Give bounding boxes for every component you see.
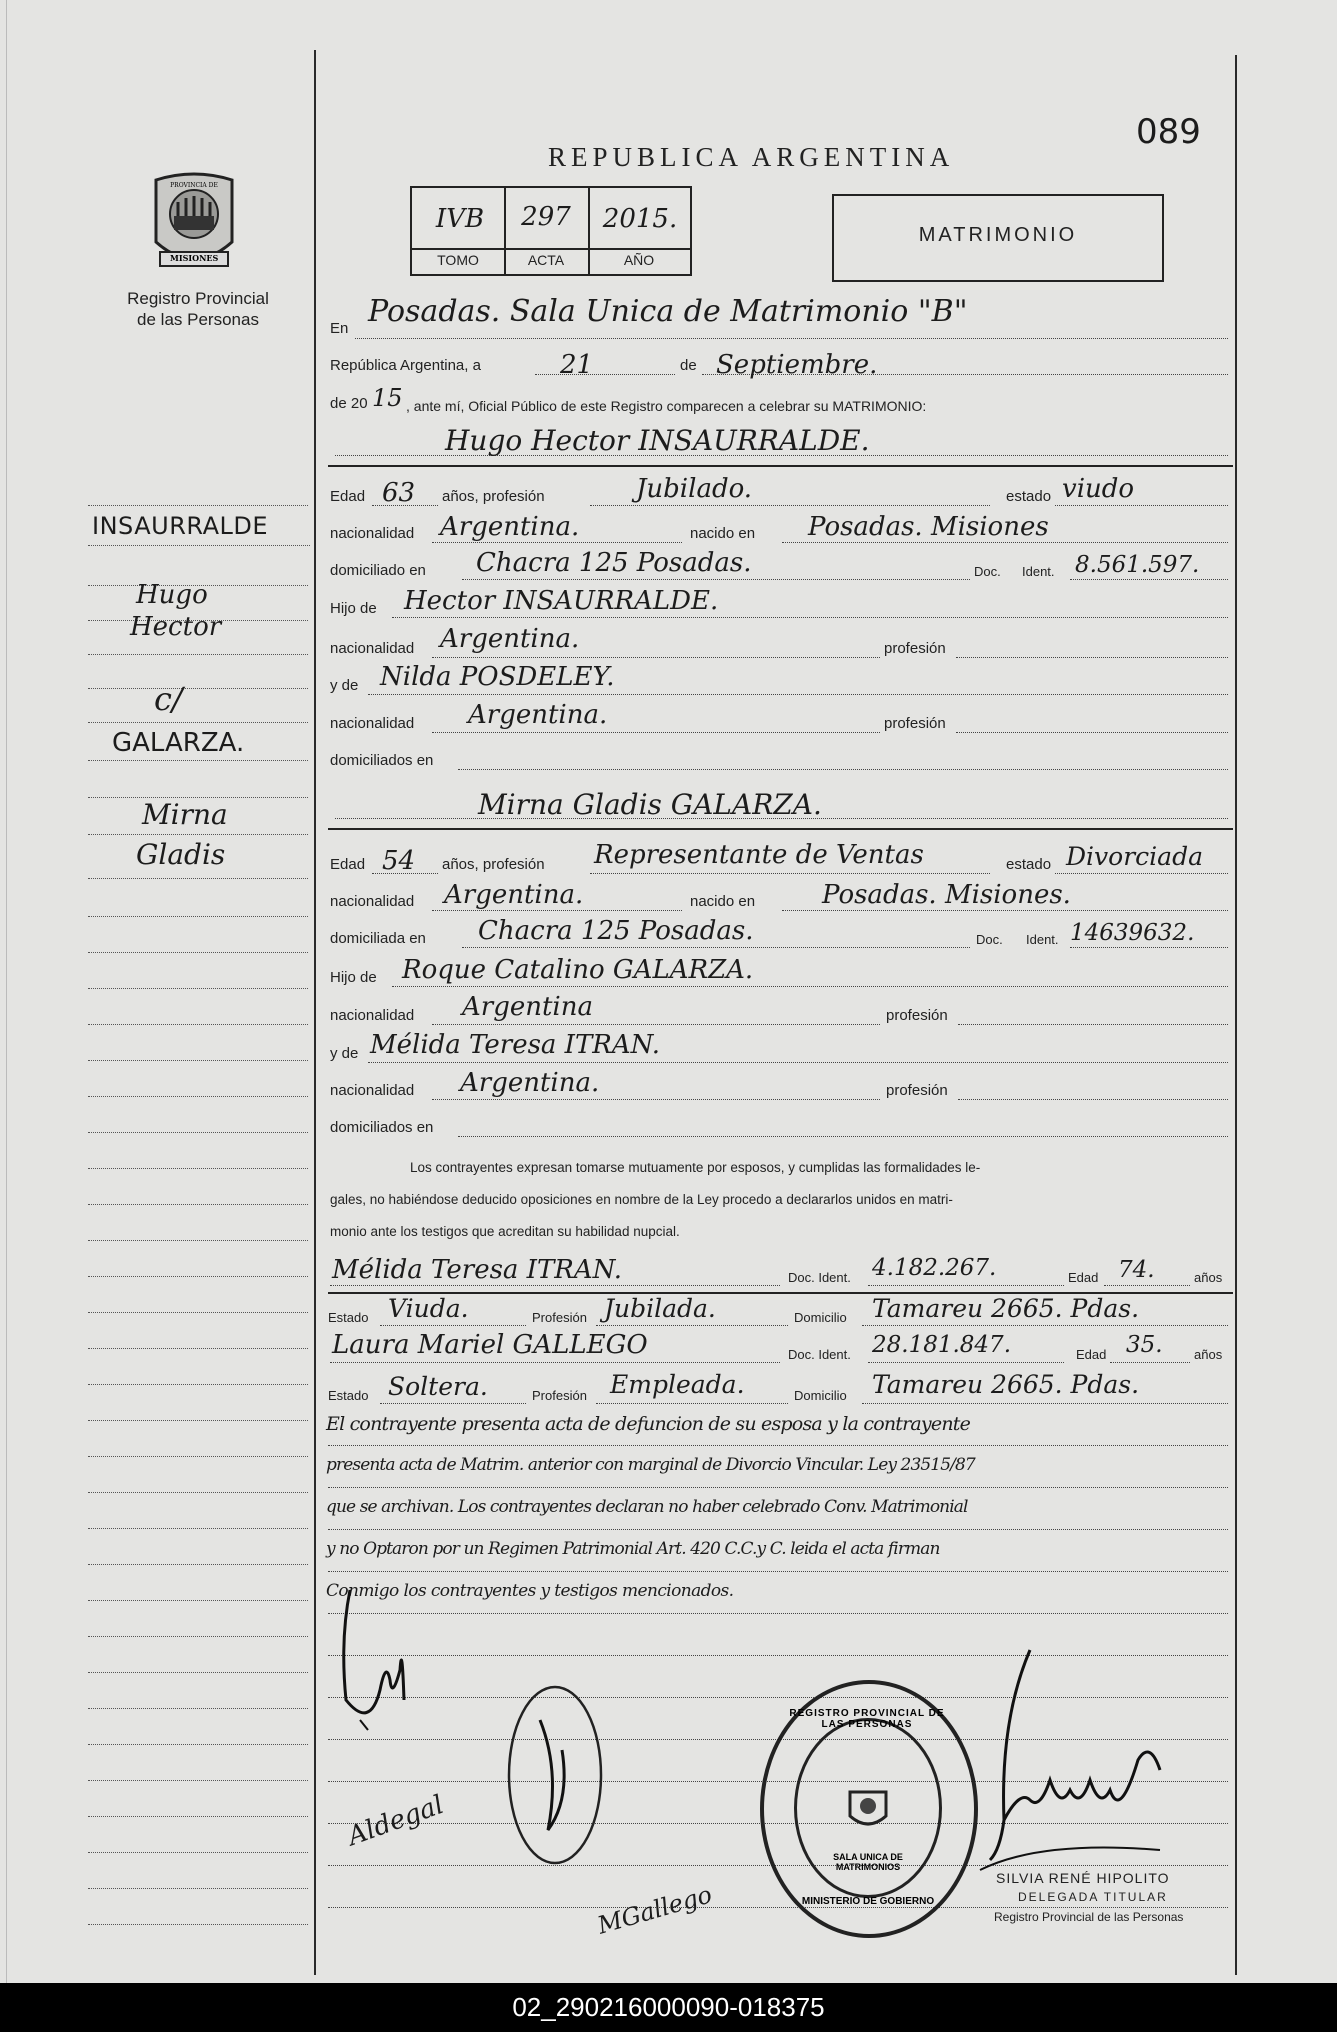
witness1-profesion: Jubilada. xyxy=(604,1294,716,1323)
binder-edge xyxy=(6,0,7,1983)
stamp-emblem-icon xyxy=(844,1788,892,1834)
bride-nacido-label: nacido en xyxy=(690,893,756,910)
witness2-estado: Soltera. xyxy=(388,1372,488,1401)
groom-estado-label: estado xyxy=(1006,488,1052,505)
bride-madre-prof-label: profesión xyxy=(886,1082,948,1099)
official-title: DELEGADA TITULAR xyxy=(1018,1890,1168,1904)
signature-3 xyxy=(500,1680,610,1870)
groom-edad: 63 xyxy=(382,478,416,508)
bride-padre-nac: Argentina xyxy=(462,992,593,1022)
margin-given-2b: Gladis xyxy=(136,838,226,871)
groom-doc-label: Doc. xyxy=(974,564,1001,579)
tomo-label: TOMO xyxy=(437,252,479,268)
witness2-domicilio-label: Domicilio xyxy=(794,1388,847,1403)
year-suffix: 15 xyxy=(372,384,403,412)
scan-id-footer: 02_290216000090-018375 xyxy=(0,1983,1337,2032)
margin-surname-2: GALARZA. xyxy=(112,728,245,758)
witness2-edad: 35. xyxy=(1126,1332,1163,1358)
note-line-4: y no Optaron por un Regimen Patrimonial Art. 420 C.C.y C. leida el acta firman xyxy=(326,1539,940,1559)
witness1-domicilio-label: Domicilio xyxy=(794,1310,847,1325)
bride-estado: Divorciada xyxy=(1066,842,1203,871)
note-line-2: presenta acta de Matrim. anterior con marginal de Divorcio Vincular. Ley 23515/87 xyxy=(326,1455,975,1475)
groom-domiciliados-label: domiciliados en xyxy=(330,752,434,769)
bride-hijo-label: Hijo de xyxy=(330,969,377,986)
stamp-inner: SALA UNICA DE MATRIMONIOS xyxy=(833,1852,903,1872)
place-value: Posadas. Sala Unica de Matrimonio "B" xyxy=(368,294,968,329)
witness1-doc-label: Doc. Ident. xyxy=(788,1270,851,1285)
page-number: 089 xyxy=(1136,112,1201,152)
groom-padre-nac-label: nacionalidad xyxy=(330,640,415,657)
groom-name: Hugo Hector INSAURRALDE. xyxy=(445,424,870,457)
note-line-3: que se archivan. Los contrayentes declaran no haber celebrado Conv. Matrimonial xyxy=(326,1497,968,1517)
province-emblem xyxy=(148,172,240,280)
groom-hijo-label: Hijo de xyxy=(330,600,377,617)
witness2-anos-label: años xyxy=(1194,1347,1223,1362)
witness1-edad: 74. xyxy=(1118,1257,1155,1283)
bride-profesion: Representante de Ventas xyxy=(594,840,924,870)
de-label: de xyxy=(680,357,697,374)
groom-ident-label: Ident. xyxy=(1022,564,1055,579)
witness1-domicilio: Tamareu 2665. Pdas. xyxy=(872,1294,1140,1323)
bride-domiciliada-label: domiciliada en xyxy=(330,930,426,947)
bride-madre-nac-label: nacionalidad xyxy=(330,1082,415,1099)
witness2-doc: 28.181.847. xyxy=(872,1332,1011,1358)
bride-anos-label: años, profesión xyxy=(442,856,545,873)
bride-padre-nac-label: nacionalidad xyxy=(330,1007,415,1024)
republica-label: República Argentina, a xyxy=(330,357,481,374)
groom-profesion: Jubilado. xyxy=(636,474,753,504)
record-type: MATRIMONIO xyxy=(918,224,1078,246)
margin-given-1b: Hector xyxy=(130,612,222,642)
acta-label: ACTA xyxy=(527,252,565,268)
margin-given-2a: Mirna xyxy=(142,798,228,831)
bride-edad-label: Edad xyxy=(330,856,366,873)
groom-estado: viudo xyxy=(1062,474,1135,504)
signature-4: MGallego xyxy=(594,1880,716,1940)
record-box xyxy=(410,186,692,276)
declaration-line1: Los contrayentes expresan tomarse mutuamente por esposos, y cumplidas las formalidades le- xyxy=(410,1160,981,1175)
margin-connector: c/ xyxy=(154,680,183,718)
declaration-line3: monio ante los testigos que acreditan su habilidad nupcial. xyxy=(330,1224,680,1239)
anio-value: 2015. xyxy=(602,204,678,234)
groom-nacido: Posadas. Misiones xyxy=(808,512,1049,542)
bride-madre-nac: Argentina. xyxy=(460,1068,600,1098)
tomo-value: IVB xyxy=(435,204,485,234)
groom-domicilio: Chacra 125 Posadas. xyxy=(476,548,752,578)
groom-anos-label: años, profesión xyxy=(442,488,545,505)
bride-name: Mirna Gladis GALARZA. xyxy=(478,788,822,821)
groom-nac-label: nacionalidad xyxy=(330,525,415,542)
signature-2: Aldegal xyxy=(343,1789,448,1853)
comparecen-text: , ante mí, Oficial Público de este Registro comparecen a celebrar su MATRIMONIO: xyxy=(406,398,927,414)
acta-value: 297 xyxy=(521,202,571,232)
witness2-estado-label: Estado xyxy=(328,1388,369,1403)
declaration-line2: gales, no habiéndose deducido oposiciones en nombre de la Ley procedo a declararlos unidos en matri- xyxy=(330,1192,953,1207)
anio-label: AÑO xyxy=(623,252,655,268)
day-value: 21 xyxy=(560,350,594,380)
witness1-edad-label: Edad xyxy=(1068,1270,1099,1285)
bride-ident-label: Ident. xyxy=(1026,932,1059,947)
official-stamp xyxy=(760,1680,978,1938)
groom-doc: 8.561.597. xyxy=(1075,552,1200,578)
month-value: Septiembre. xyxy=(716,350,878,380)
en-label: En xyxy=(330,320,349,337)
bride-padre: Roque Catalino GALARZA. xyxy=(402,955,754,985)
witness1-doc: 4.182.267. xyxy=(872,1255,997,1281)
witness2-edad-label: Edad xyxy=(1076,1347,1107,1362)
official-name: SILVIA RENÉ HIPOLITO xyxy=(996,1870,1170,1886)
groom-domiciliado-label: domiciliado en xyxy=(330,562,426,579)
witness1-estado-label: Estado xyxy=(328,1310,369,1325)
groom-yde-label: y de xyxy=(330,677,359,694)
registry-name-1: Registro Provincial xyxy=(127,289,269,308)
right-frame-line xyxy=(1235,55,1237,1975)
witness1-profesion-label: Profesión xyxy=(532,1310,587,1325)
official-signature xyxy=(960,1640,1210,1880)
groom-madre-nac: Argentina. xyxy=(468,700,608,730)
bride-nacionalidad: Argentina. xyxy=(444,880,584,910)
margin-surname-1: INSAURRALDE xyxy=(92,512,269,540)
bride-nac-label: nacionalidad xyxy=(330,893,415,910)
emblem-text: MISIONES xyxy=(170,253,219,263)
witness1-estado: Viuda. xyxy=(388,1294,469,1323)
bride-yde-label: y de xyxy=(330,1045,359,1062)
left-frame-line xyxy=(314,50,316,1975)
bride-domicilio: Chacra 125 Posadas. xyxy=(478,916,754,946)
groom-padre-nac: Argentina. xyxy=(440,624,580,654)
groom-nacido-label: nacido en xyxy=(690,525,756,542)
emblem-top-text: PROVINCIA DE xyxy=(170,182,218,189)
groom-padre: Hector INSAURRALDE. xyxy=(404,586,719,616)
registry-name-2: de las Personas xyxy=(137,310,259,329)
record-type-box xyxy=(832,194,1164,282)
groom-padre-prof-label: profesión xyxy=(884,640,946,657)
groom-madre-prof-label: profesión xyxy=(884,715,946,732)
signature-1 xyxy=(330,1580,420,1740)
note-line-5: Conmigo los contrayentes y testigos mencionados. xyxy=(326,1581,734,1601)
bride-doc: 14639632. xyxy=(1070,920,1195,946)
stamp-ring-top: REGISTRO PROVINCIAL DE LAS PERSONAS xyxy=(789,1708,945,1730)
witness2-doc-label: Doc. Ident. xyxy=(788,1347,851,1362)
witness2-profesion-label: Profesión xyxy=(532,1388,587,1403)
bride-padre-prof-label: profesión xyxy=(886,1007,948,1024)
witness2-name: Laura Mariel GALLEGO xyxy=(332,1330,648,1360)
year-prefix: de 20 xyxy=(330,395,368,412)
margin-given-1a: Hugo xyxy=(136,580,208,610)
witness2-domicilio: Tamareu 2665. Pdas. xyxy=(872,1370,1140,1399)
witness1-anos-label: años xyxy=(1194,1270,1223,1285)
bride-domiciliados-label: domiciliados en xyxy=(330,1119,434,1136)
country-title: REPUBLICA ARGENTINA xyxy=(548,142,955,172)
groom-nacionalidad: Argentina. xyxy=(440,512,580,542)
bride-estado-label: estado xyxy=(1006,856,1052,873)
stamp-ring-bottom: MINISTERIO DE GOBIERNO xyxy=(801,1896,935,1907)
witness1-name: Mélida Teresa ITRAN. xyxy=(332,1255,622,1285)
witness2-profesion: Empleada. xyxy=(610,1370,745,1399)
bride-doc-label: Doc. xyxy=(976,932,1003,947)
official-office: Registro Provincial de las Personas xyxy=(994,1910,1184,1924)
bride-nacido: Posadas. Misiones. xyxy=(822,880,1071,910)
bride-madre: Mélida Teresa ITRAN. xyxy=(370,1030,660,1060)
bride-edad: 54 xyxy=(382,846,416,876)
groom-edad-label: Edad xyxy=(330,488,366,505)
note-line-1: El contrayente presenta acta de defuncion de su esposa y la contrayente xyxy=(326,1413,971,1435)
groom-madre: Nilda POSDELEY. xyxy=(380,662,615,692)
groom-madre-nac-label: nacionalidad xyxy=(330,715,415,732)
